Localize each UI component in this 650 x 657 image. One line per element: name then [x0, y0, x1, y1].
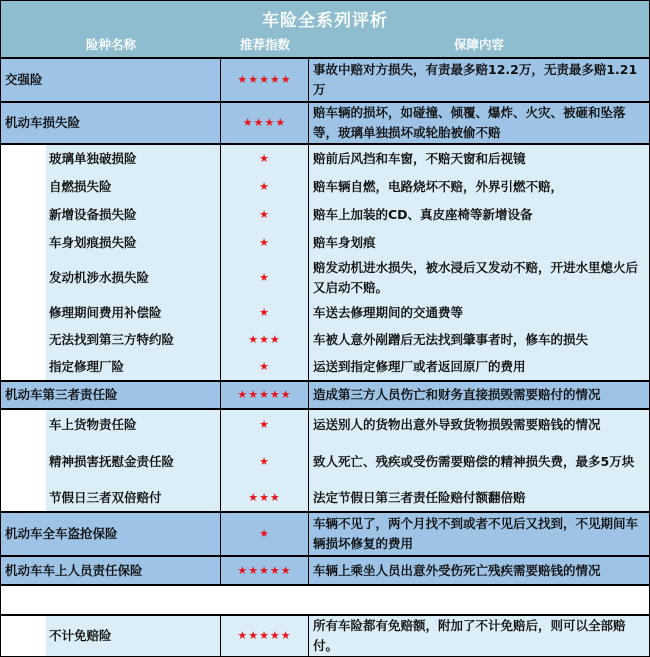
blank-separator-row: [1, 586, 649, 616]
star-rating-icon: ★: [221, 410, 309, 440]
table-row-sub: [1, 484, 649, 513]
coverage-text: 致人死亡、残疾或受伤需要赔偿的精神损失费，最多5万块: [313, 454, 635, 469]
column-header-rating: 推荐指数: [239, 37, 290, 52]
coverage-text: 车辆上乘坐人员出意外受伤死亡残疾需要赔钱的情况: [313, 562, 601, 578]
star-rating-icon: ★: [221, 229, 309, 257]
star-rating-icon: ★★★: [221, 484, 309, 511]
insurance-name: 无法找到第三方特约险: [1, 327, 221, 353]
table-row-sub: [1, 299, 649, 327]
table-header: [1, 1, 649, 59]
star-rating-icon: ★★★★★: [221, 616, 309, 656]
table-row-sub: [1, 145, 649, 173]
coverage-text: 车被人意外剐蹭后无法找到肇事者时，修车的损失: [313, 332, 589, 347]
insurance-name: 交强险: [1, 59, 221, 101]
table-row-sub: [1, 616, 649, 656]
coverage-text: 运送别人的货物出意外导致货物损毁需要赔钱的情况: [313, 417, 601, 432]
table-row-sub: [1, 229, 649, 257]
coverage-text: 车送去修理期间的交通费等: [313, 305, 464, 320]
coverage-text: 赔车辆的损坏，如碰撞、倾覆、爆炸、火灾、被砸和坠落等，玻璃单独损坏或轮胎被偷不赔: [313, 105, 626, 140]
star-rating-icon: ★★★★: [221, 103, 309, 143]
coverage-text: 所有车险都有免赔额，附加了不计免赔后，则可以全部赔付。: [313, 618, 626, 653]
insurance-name: 发动机涉水损失险: [1, 257, 221, 299]
table-row-sub: [1, 440, 649, 484]
insurance-name: 车上货物责任险: [1, 410, 221, 440]
coverage-text: 赔车身划痕: [313, 235, 376, 250]
insurance-name: 车身划痕损失险: [1, 229, 221, 257]
insurance-name: 玻璃单独破损险: [1, 145, 221, 173]
table-row-sub: [1, 257, 649, 299]
star-rating-icon: ★: [221, 201, 309, 229]
coverage-text: 运送到指定修理厂或者返回原厂的费用: [313, 358, 526, 374]
table-title: 车险全系列评析: [262, 11, 388, 31]
star-rating-icon: ★: [221, 145, 309, 173]
table-row-main: [1, 557, 649, 586]
coverage-text: 赔车上加装的CD、真皮座椅等新增设备: [313, 207, 533, 222]
insurance-name: 机动车全车盗抢保险: [1, 513, 221, 555]
column-header-coverage: 保障内容: [453, 37, 504, 52]
insurance-name: 指定修理厂险: [1, 353, 221, 380]
star-rating-icon: ★: [221, 513, 309, 555]
insurance-name: 精神损害抚慰金责任险: [1, 440, 221, 484]
table-row-sub: [1, 353, 649, 382]
star-rating-icon: ★★★★★: [221, 382, 309, 408]
insurance-name: 机动车第三者责任险: [1, 382, 221, 408]
coverage-text: 赔前后风挡和车窗，不赔天窗和后视镜: [313, 151, 526, 166]
coverage-text: 赔发动机进水损失，被水浸后又发动不赔，开进水里熄火后又启动不赔。: [313, 260, 639, 295]
table-row-sub: [1, 201, 649, 229]
star-rating-icon: ★: [221, 353, 309, 380]
coverage-text: 车辆不见了，两个月找不到或者不见后又找到，不见期间车辆损坏修复的费用: [313, 516, 639, 551]
table-row-main: [1, 513, 649, 557]
table-row-main: [1, 103, 649, 145]
star-rating-icon: ★★★★★: [221, 59, 309, 101]
insurance-name: 修理期间费用补偿险: [1, 299, 221, 327]
insurance-name: 新增设备损失险: [1, 201, 221, 229]
coverage-text: 造成第三方人员伤亡和财务直接损毁需要赔付的情况: [313, 387, 601, 402]
coverage-text: 赔车辆自燃，电路烧坏不赔，外界引燃不赔，: [313, 179, 564, 194]
insurance-name: 机动车车上人员责任保险: [1, 557, 221, 584]
star-rating-icon: ★★★★★: [221, 557, 309, 584]
table-row-main: [1, 59, 649, 103]
star-rating-icon: ★: [221, 173, 309, 201]
star-rating-icon: ★: [221, 440, 309, 484]
table-row-sub: [1, 173, 649, 201]
insurance-name: 自燃损失险: [1, 173, 221, 201]
insurance-name: 机动车损失险: [1, 103, 221, 143]
star-rating-icon: ★★★: [221, 327, 309, 353]
column-header-name: 险种名称: [85, 37, 136, 52]
star-rating-icon: ★: [221, 299, 309, 327]
star-rating-icon: ★: [221, 257, 309, 299]
table-row-sub: [1, 410, 649, 440]
coverage-text: 事故中赔对方损失，有责最多赔12.2万，无责最多赔1.21万: [313, 62, 638, 97]
table-row-main: [1, 382, 649, 410]
insurance-name: 节假日三者双倍赔付: [1, 484, 221, 511]
insurance-name: 不计免赔险: [1, 616, 221, 656]
coverage-text: 法定节假日第三者责任险赔付额翻倍赔: [313, 489, 526, 505]
table-row-sub: [1, 327, 649, 353]
